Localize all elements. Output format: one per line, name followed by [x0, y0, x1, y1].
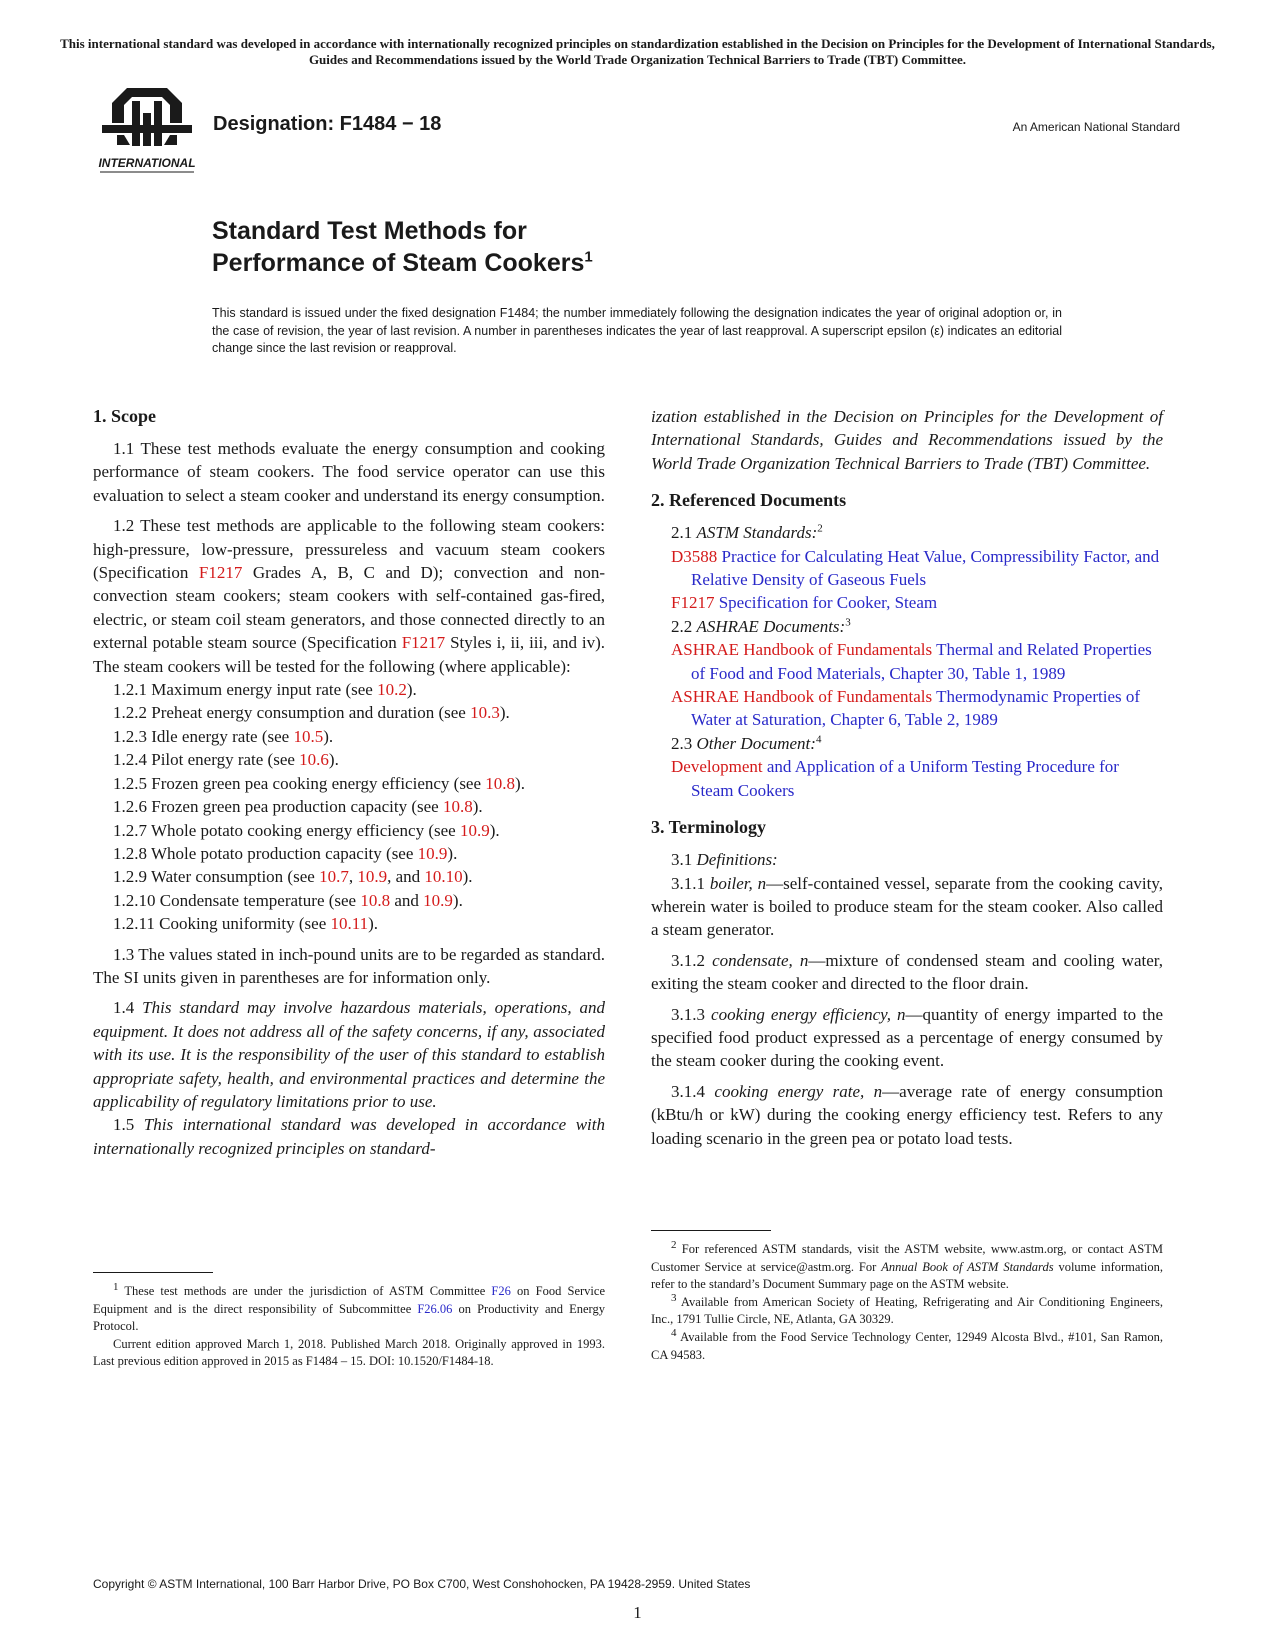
ref-link-f1217[interactable]: F1217 — [198, 563, 243, 583]
section-link[interactable]: 10.5 — [293, 726, 324, 746]
section-link[interactable]: 10.9 — [417, 843, 448, 863]
list-item: 1.2.4 Pilot energy rate (see 10.6). — [113, 750, 339, 770]
section-link[interactable]: 10.6 — [299, 750, 329, 770]
section-link[interactable]: 10.8 — [360, 890, 391, 910]
designation: Designation: F1484 − 18 — [213, 113, 442, 135]
section-link[interactable]: 10.10 — [424, 867, 463, 887]
term-cooking-energy-rate: 3.1.4 cooking energy rate, n—average rate of energy consumption (kBtu/h or kW) during the cooking energy efficiency test. Refers to any loading scenario in the green pea or potato load tests. — [651, 1081, 1164, 1148]
section-1-heading: 1. Scope — [93, 406, 156, 426]
wto-notice: This international standard was developed in accordance with internationally recognized principles on standardization established in the Decision on Principles for the Development of International Standards, Guides and Recommendations issued by the World Trade Organization Technical Barriers to Trade (TBT) Committee. — [60, 36, 1215, 67]
para-1-5-continued: ization established in the Decision on Principles for the Development of International Standards, Guides and Recommendations issued by the World Trade Organization Technical Barriers to Trade (TBT) Committee. — [651, 407, 1163, 473]
para-1-1: 1.1 These test methods evaluate the energy consumption and cooking performance of steam cookers. The food service operator can use this evaluation to select a steam cooker and understand its energy consumption. — [93, 439, 605, 505]
term-boiler: 3.1.1 boiler, n—self-contained vessel, separate from the cooking cavity, wherein water is boiled to produce steam for the steam cooker. Also called a steam generator. — [651, 873, 1163, 940]
list-item: 1.2.10 Condensate temperature (see 10.8 and 10.9). — [113, 890, 463, 910]
ref-ashrae-thermodynamic[interactable]: ASHRAE Handbook of Fundamentals Thermodynamic Properties of Water at Saturation, Chapter 6, Table 2, 1989 — [671, 687, 1141, 730]
footnote-2: $^2$ For referenced ASTM standards, visit the ASTM website, www.astm.org, or contact ASTM Customer Service at service@astm.org. For Annual Book of ASTM Standards volume information, refer to the standard’s Document Summary page on the ASTM website. — [651, 1238, 1163, 1292]
copyright: Copyright © ASTM International, 100 Barr Harbor Drive, PO Box C700, West Conshohocken, PA 19428-2959. United States — [93, 1577, 751, 1591]
para-1-4: 1.4 This standard may involve hazardous materials, operations, and equipment. It does not address all of the safety concerns, if any, associated with its use. It is the responsibility of the user of this standard to establish appropriate safety, health, and environmental practices and determine the applicability of regulatory limitations prior to use. — [93, 998, 606, 1111]
scope-items — [93, 678, 605, 935]
section-link[interactable]: 10.9 — [357, 867, 388, 887]
ref-link-f1217[interactable]: F1217 — [401, 633, 446, 653]
title-footnote-mark: 1 — [584, 248, 593, 266]
list-item: 1.2.3 Idle energy rate (see 10.5). — [113, 726, 334, 746]
logo-text: INTERNATIONAL — [98, 156, 196, 170]
section-link[interactable]: 10.9 — [423, 890, 453, 910]
section-link[interactable]: 10.8 — [485, 773, 516, 793]
astm-logo — [92, 83, 202, 178]
footnote-4: $^4$ Available from the Food Service Technology Center, 12949 Alcosta Blvd., #101, San Ramon, CA 94583. — [651, 1326, 1163, 1362]
footnote-divider — [651, 1230, 771, 1231]
title-line-2-text: Performance of Steam Cookers — [212, 249, 585, 277]
footnote-1-edition: Current edition approved March 1, 2018. Published March 2018. Originally approved in 1993. Last previous edition approved in 2015 as F1484 – 15. DOI: 10.1520/F1484-18. — [93, 1336, 605, 1369]
list-item: 1.2.7 Whole potato cooking energy efficiency (see 10.9). — [113, 820, 500, 840]
section-2-heading: 2. Referenced Documents — [651, 490, 847, 511]
section-link[interactable]: 10.9 — [459, 820, 490, 840]
subcommittee-link-f26-06[interactable]: F26.06 — [417, 1301, 453, 1316]
list-item: 1.2.1 Maximum energy input rate (see 10.2). — [113, 680, 417, 700]
title-line-1: Standard Test Methods for — [212, 217, 527, 245]
section-link[interactable]: 10.11 — [330, 914, 369, 934]
footnote-divider — [93, 1272, 213, 1273]
section-link[interactable]: 10.7 — [319, 867, 349, 887]
para-1-5: 1.5 This international standard was developed in accordance with internationally recognized principles on standard- — [93, 1115, 605, 1158]
list-item: 1.2.8 Whole potato production capacity (see 10.9). — [113, 843, 458, 863]
footnote-3: $^3$ Available from American Society of Heating, Refrigerating and Air Conditioning Engineers, Inc., 1791 Tullie Circle, NE, Atlanta, GA 30329. — [651, 1291, 1163, 1327]
list-item: 1.2.9 Water consumption (see 10.7, 10.9, and 10.10). — [113, 867, 473, 887]
list-item: 1.2.6 Frozen green pea production capacity (see 10.8). — [113, 797, 483, 817]
document-title — [212, 215, 593, 279]
committee-link-f26[interactable]: F26 — [491, 1284, 511, 1298]
page-number: 1 — [633, 1603, 642, 1622]
section-link[interactable]: 10.3 — [470, 703, 500, 723]
footnote-1: $^1$ These test methods are under the jurisdiction of ASTM Committee F26 on Food Service Equipment and is the direct responsibility of Subcommittee F26.06 on Productivity and Energy Protocol. — [93, 1280, 605, 1334]
title-line-2 — [212, 247, 593, 279]
list-item: 1.2.2 Preheat energy consumption and duration (see 10.3). — [113, 703, 510, 723]
subsection-2-1: 2.1 ASTM Standards:$^2$ — [671, 522, 823, 543]
right-column — [651, 405, 1163, 1157]
issuance-note: This standard is issued under the fixed designation F1484; the number immediately following the designation indicates the year of original adoption or, in the case of revision, the year of last revision. A number in parentheses indicates the year of last reapproval. A superscript epsilon (ε) indicates an editorial change since the last revision or reapproval. — [212, 306, 1062, 355]
section-link[interactable]: 10.8 — [442, 797, 473, 817]
term-condensate: 3.1.2 condensate, n—mixture of condensed steam and cooling water, exiting the steam cooker and directed to the floor drain. — [651, 950, 1163, 994]
subsection-2-3: 2.3 Other Document:$^4$ — [671, 733, 822, 753]
ref-f1217[interactable]: F1217 Specification for Cooker, Steam — [671, 593, 938, 613]
list-item: 1.2.11 Cooking uniformity (see 10.11). — [113, 914, 379, 934]
term-cooking-energy-efficiency: 3.1.3 cooking energy efficiency, n—quantity of energy imparted to the specified food product expressed as a percentage of energy consumed by the steam cooker during the cooking event. — [651, 1004, 1163, 1071]
ref-d3588[interactable]: D3588 Practice for Calculating Heat Value, Compressibility Factor, and Relative Density of Gaseous Fuels — [671, 546, 1160, 590]
section-link[interactable]: 10.2 — [377, 680, 407, 700]
list-item: 1.2.5 Frozen green pea cooking energy efficiency (see 10.8). — [113, 773, 525, 793]
subsection-2-2: 2.2 ASHRAE Documents:$^3$ — [671, 616, 851, 636]
left-column — [93, 405, 605, 1167]
section-3-heading: 3. Terminology — [651, 817, 767, 838]
footnotes-right — [651, 1230, 1163, 1364]
american-national-standard: An American National Standard — [1012, 120, 1180, 134]
para-1-2: 1.2 These test methods are applicable to the following steam cookers: high-pressure, low-pressure, pressureless and vacuum steam cookers (Specification F1217 Grades A, B, C and D); convection and non-convection steam cookers; steam cookers with self-contained gas-fired, electric, or steam coil steam generators, and those connected directly to an external potable steam source (Specification F1217 Styles i, ii, iii, and iv). The steam cookers will be tested for the following (where applicable): — [93, 516, 605, 676]
para-1-3: 1.3 The values stated in inch-pound units are to be regarded as standard. The SI units given in parentheses are for information only. — [93, 944, 605, 987]
subsection-3-1: 3.1 Definitions: — [671, 850, 778, 870]
ref-ashrae-thermal[interactable]: ASHRAE Handbook of Fundamentals Thermal and Related Properties of Food and Food Materials, Chapter 30, Table 1, 1989 — [671, 640, 1152, 683]
ref-development[interactable]: Development and Application of a Uniform Testing Procedure for Steam Cookers — [671, 757, 1119, 800]
footnotes-left — [93, 1272, 605, 1371]
